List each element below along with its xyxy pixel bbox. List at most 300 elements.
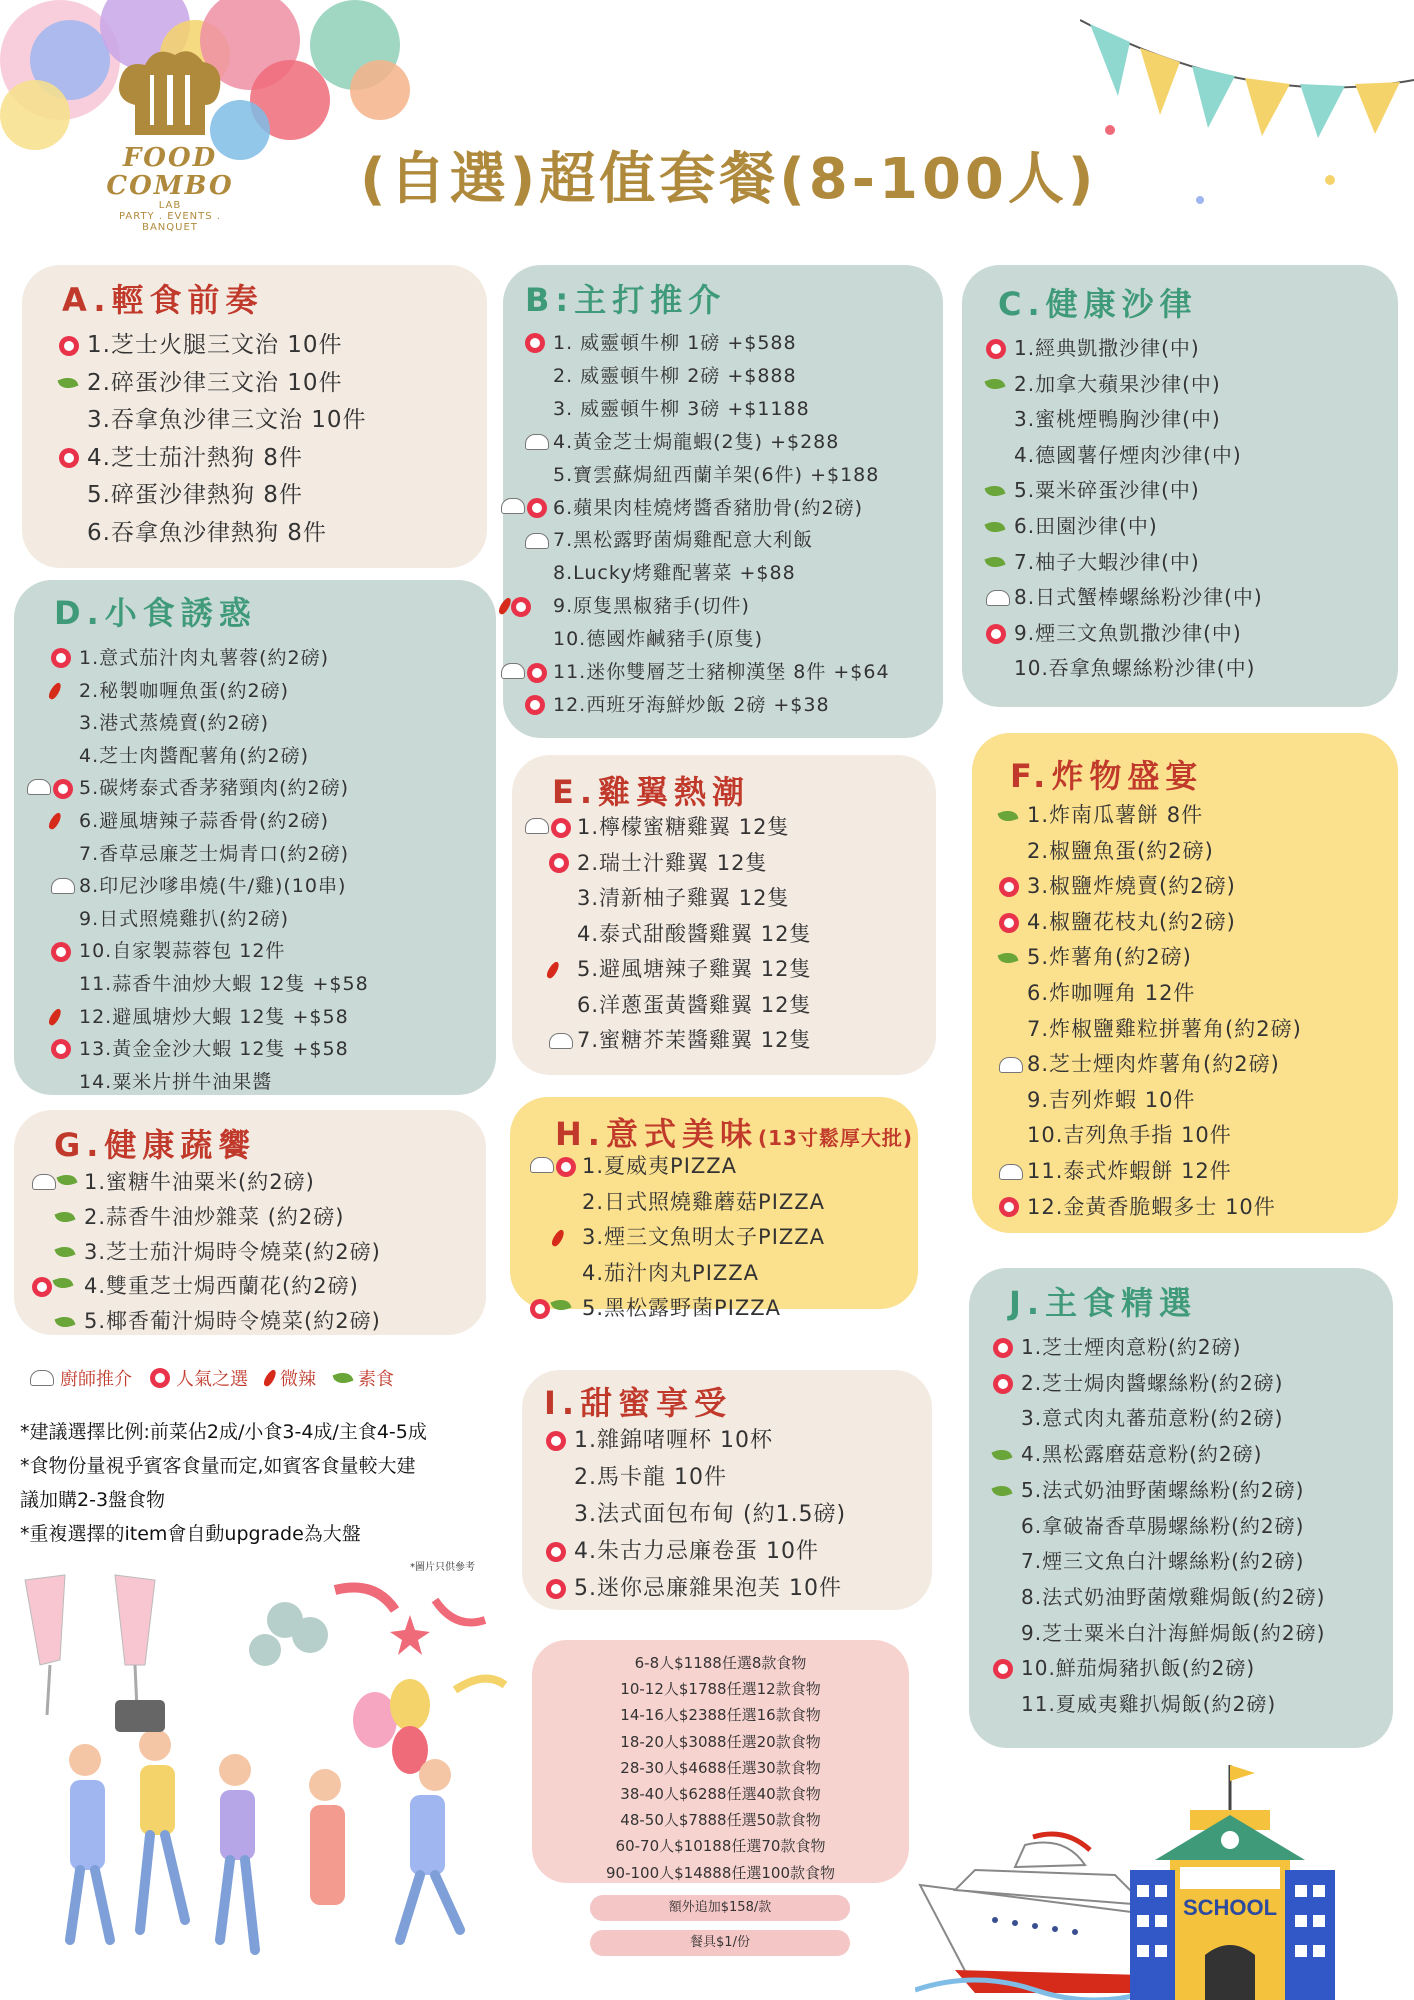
- menu-item-label: 3.法式面包布甸 (約1.5磅): [574, 1502, 847, 1527]
- menu-item-icons: [525, 333, 545, 353]
- heart-icon: [51, 1039, 71, 1059]
- menu-item: [79, 1066, 369, 1099]
- menu-item-label: 1.雜錦啫喱杯 10杯: [574, 1428, 773, 1453]
- menu-item: [1027, 976, 1302, 1012]
- price-item: 48-50人$7888任選50款食物: [620, 1811, 821, 1830]
- heart-icon: [993, 1374, 1013, 1394]
- menu-item-label: 8.法式奶油野菌燉雞焗飯(約2磅): [1021, 1584, 1326, 1609]
- heart-icon: [546, 1542, 566, 1562]
- chef-hat-icon: [525, 533, 549, 549]
- menu-item-label: 10.鮮茄焗豬扒飯(約2磅): [1021, 1656, 1256, 1681]
- menu-item: [1027, 1190, 1302, 1226]
- menu-item-label: 9.原隻黑椒豬手(切件): [553, 595, 750, 618]
- price-item: 90-100人$14888任選100款食物: [605, 1863, 836, 1882]
- leaf-icon: [984, 482, 1005, 499]
- section-e-title: E.雞翼熱潮: [552, 773, 751, 811]
- menu-item-icons: [993, 1485, 1011, 1497]
- chef-hat-logo-icon: [115, 50, 225, 140]
- menu-item: [1014, 616, 1263, 652]
- menu-item: [84, 1165, 381, 1200]
- menu-item: [582, 1149, 825, 1185]
- heart-icon: [546, 1579, 566, 1599]
- menu-item: [1014, 580, 1263, 616]
- menu-item: [582, 1291, 825, 1327]
- menu-item: [1021, 1437, 1325, 1473]
- note-line: *重複選擇的item會自動upgrade為大盤: [20, 1523, 361, 1545]
- price-list: [532, 1650, 909, 1886]
- menu-item-label: 8.印尼沙嗲串燒(牛/雞)(10串): [79, 875, 347, 898]
- menu-item: [1027, 834, 1302, 870]
- menu-item-label: 6.田園沙律(中): [1014, 513, 1158, 538]
- leaf-icon: [984, 518, 1005, 535]
- menu-item: [582, 1256, 825, 1292]
- menu-item-label: 2.加拿大蘋果沙律(中): [1014, 371, 1221, 396]
- menu-item-icons: [986, 378, 1004, 390]
- menu-item-label: 4.德國薯仔煙肉沙律(中): [1014, 442, 1242, 467]
- menu-item-label: 8.Lucky烤雞配薯菜 +$88: [553, 562, 796, 585]
- menu-item-icons: [986, 556, 1004, 568]
- menu-item-icons: [27, 779, 73, 799]
- menu-item-label: 7.煙三文魚白汁螺絲粉(約2磅): [1021, 1549, 1305, 1574]
- menu-item: [1014, 402, 1263, 438]
- price-item: 38-40人$6288任選40款食物: [620, 1785, 821, 1804]
- menu-item-label: 4.黑松露磨菇意粉(約2磅): [1021, 1442, 1263, 1467]
- menu-item-icons: [501, 663, 547, 683]
- menu-item: [87, 327, 367, 365]
- leaf-icon: [550, 1296, 571, 1313]
- menu-item-label: 2.蒜香牛油炒雜菜 (約2磅): [84, 1204, 345, 1229]
- menu-item: [79, 968, 369, 1001]
- menu-item-icons: [986, 485, 1004, 497]
- leaf-icon: [997, 807, 1018, 824]
- notes: [20, 1415, 490, 1551]
- heart-icon: [511, 597, 531, 617]
- price-item: 6-8人$1188任選8款食物: [634, 1654, 807, 1672]
- menu-item-label: 5.黑松露野菌PIZZA: [582, 1296, 782, 1320]
- menu-item-label: 5.迷你忌廉雜果泡芙 10件: [574, 1576, 842, 1601]
- price-item: 60-70人$10188任選70款食物: [615, 1837, 826, 1856]
- menu-item: [1027, 1047, 1302, 1083]
- menu-item: [1021, 1366, 1325, 1402]
- menu-item-icons: [546, 1579, 566, 1599]
- menu-item-label: 4.泰式甜酸醬雞翼 12隻: [577, 921, 812, 946]
- menu-item: [553, 590, 890, 623]
- section-b: [503, 265, 943, 738]
- section-h-subtitle: (13寸鬆厚大批): [757, 1126, 914, 1150]
- section-d: [14, 580, 496, 1095]
- chef-hat-icon: [530, 1157, 554, 1173]
- heart-icon: [546, 1431, 566, 1451]
- section-d-title: D.小食誘惑: [54, 594, 257, 632]
- menu-item-icons: [993, 1449, 1011, 1461]
- menu-item-icons: [986, 339, 1006, 359]
- section-i-title: I.甜蜜享受: [544, 1384, 733, 1422]
- menu-item: [553, 689, 890, 722]
- menu-item-icons: [56, 1211, 74, 1223]
- menu-item-icons: [530, 1157, 576, 1177]
- section-j-title: J.主食精選: [1009, 1284, 1198, 1322]
- menu-item-label: 9.吉列炸蝦 10件: [1027, 1087, 1196, 1112]
- menu-item-icons: [51, 1008, 59, 1026]
- heart-icon: [551, 818, 571, 838]
- menu-item: [87, 440, 367, 478]
- leaf-icon: [991, 1446, 1012, 1463]
- logo: [95, 50, 245, 233]
- section-c: [962, 265, 1398, 707]
- menu-item: [577, 988, 811, 1024]
- menu-item-icons: [549, 961, 557, 979]
- menu-item-label: 3.煙三文魚明太子PIZZA: [582, 1225, 826, 1249]
- heart-icon: [150, 1368, 170, 1388]
- menu-item: [1021, 1330, 1325, 1366]
- chef-hat-icon: [51, 878, 75, 894]
- menu-item-icons: [51, 682, 59, 700]
- menu-item-icons: [525, 434, 549, 450]
- menu-item-label: 12.西班牙海鮮炒飯 2磅 +$38: [553, 693, 830, 716]
- legend-chef: 廚師推介: [60, 1369, 132, 1390]
- logo-tagline: PARTY . EVENTS . BANQUET: [119, 211, 221, 233]
- menu-item-icons: [554, 1229, 562, 1247]
- menu-item: [1027, 1154, 1302, 1190]
- section-j-list: [1021, 1330, 1325, 1723]
- menu-item: [582, 1220, 825, 1256]
- menu-item-label: 2.碎蛋沙律三文治 10件: [87, 369, 343, 396]
- section-g-title: G.健康蔬饗: [54, 1126, 257, 1164]
- menu-item-icons: [549, 1033, 573, 1049]
- menu-item-label: 14.粟米片拼牛油果醬: [79, 1070, 273, 1093]
- section-i-list: [574, 1422, 846, 1607]
- menu-item: [1014, 545, 1263, 581]
- menu-item-label: 2.椒鹽魚蛋(約2磅): [1027, 838, 1214, 863]
- menu-item-label: 6.避風塘辣子蒜香骨(約2磅): [79, 809, 330, 832]
- menu-item-label: 12.避風塘炒大蝦 12隻 +$58: [79, 1005, 349, 1028]
- menu-item: [84, 1235, 381, 1270]
- chef-hat-icon: [525, 818, 549, 834]
- menu-item-icons: [51, 942, 71, 962]
- tableware-price: 餐具$1/份: [590, 1930, 850, 1956]
- menu-item: [1014, 331, 1263, 367]
- menu-item: [87, 477, 367, 515]
- menu-item-label: 3.椒鹽炸燒賣(約2磅): [1027, 874, 1236, 899]
- menu-item-label: 1. 威靈頓牛柳 1磅 +$588: [553, 332, 797, 354]
- menu-item-label: 2.馬卡龍 10件: [574, 1465, 727, 1490]
- menu-item: [574, 1533, 846, 1570]
- menu-item: [79, 1001, 369, 1034]
- section-b-list: [553, 327, 890, 722]
- menu-item: [87, 365, 367, 403]
- ship-school-illustration: [915, 1755, 1414, 2000]
- section-g: [14, 1110, 486, 1335]
- menu-item: [79, 675, 369, 708]
- section-a-title: A.輕食前奏: [62, 281, 264, 319]
- chili-icon: [47, 1007, 63, 1027]
- menu-item-label: 5.碎蛋沙律熱狗 8件: [87, 482, 303, 508]
- menu-item-label: 4.茄汁肉丸PIZZA: [582, 1260, 760, 1285]
- menu-item: [582, 1185, 825, 1221]
- menu-item-label: 6.蘋果肉桂燒烤醬香豬肋骨(約2磅): [553, 496, 864, 519]
- leaf-icon: [54, 1313, 75, 1330]
- school-sign: SCHOOL: [1182, 1895, 1278, 1920]
- menu-item-icons: [501, 597, 531, 617]
- section-c-list: [1014, 331, 1263, 687]
- heart-icon: [51, 648, 71, 668]
- menu-item: [553, 426, 890, 459]
- heart-icon: [993, 1659, 1013, 1679]
- menu-item-icons: [999, 1197, 1019, 1217]
- legend-popular: 人氣之選: [176, 1369, 248, 1390]
- menu-item-icons: [525, 695, 545, 715]
- price-item: 18-20人$3088任選20款食物: [620, 1732, 821, 1751]
- menu-item: [79, 870, 369, 903]
- section-a: [22, 265, 487, 568]
- menu-item-icons: [32, 1174, 76, 1190]
- menu-item: [1021, 1401, 1325, 1437]
- menu-item: [574, 1422, 846, 1459]
- section-a-list: [87, 327, 367, 552]
- menu-item: [577, 952, 811, 988]
- menu-item: [79, 838, 369, 871]
- menu-item: [1021, 1580, 1325, 1616]
- menu-item-label: 1.夏威夷PIZZA: [582, 1154, 738, 1178]
- menu-item-label: 7.黑松露野菌焗雞配意大利飯: [553, 529, 814, 552]
- section-e-list: [577, 810, 811, 1059]
- menu-item: [79, 740, 369, 773]
- menu-item-label: 4.黃金芝士焗龍蝦(2隻) +$288: [553, 430, 840, 453]
- leaf-icon: [52, 1274, 73, 1291]
- menu-item: [1021, 1616, 1325, 1652]
- menu-item-label: 3.芝士茄汁焗時令燒菜(約2磅): [84, 1239, 381, 1264]
- section-h-list: [582, 1149, 825, 1327]
- menu-item-label: 5.碳烤泰式香茅豬頸肉(約2磅): [79, 777, 350, 800]
- menu-item-label: 11.泰式炸蝦餅 12件: [1027, 1158, 1232, 1183]
- menu-item: [1027, 1118, 1302, 1154]
- leaf-icon: [997, 949, 1018, 966]
- heart-icon: [549, 853, 569, 873]
- menu-item-icons: [993, 1659, 1013, 1679]
- menu-item-label: 3.意式肉丸蕃茄意粉(約2磅): [1021, 1406, 1284, 1431]
- menu-item: [84, 1200, 381, 1235]
- image-disclaimer: *圖片只供參考: [410, 1562, 475, 1573]
- menu-item-label: 8.芝士煙肉炸薯角(約2磅): [1027, 1052, 1280, 1077]
- menu-item-label: 5.粟米碎蛋沙律(中): [1014, 478, 1200, 503]
- price-item: 10-12人$1788任選12款食物: [620, 1680, 821, 1699]
- menu-item: [574, 1570, 846, 1607]
- menu-item: [577, 1023, 811, 1059]
- page-title: (自選)超值套餐(8-100人): [360, 147, 1098, 212]
- menu-item-icons: [501, 498, 547, 518]
- section-e: [512, 755, 936, 1075]
- section-f-list: [1027, 798, 1302, 1225]
- menu-item-label: 6.洋蔥蛋黃醬雞翼 12隻: [577, 992, 812, 1017]
- menu-item: [84, 1304, 381, 1339]
- menu-item-icons: [993, 1374, 1013, 1394]
- heart-icon: [525, 333, 545, 353]
- leaf-icon: [332, 1369, 353, 1386]
- menu-item-icons: [999, 877, 1019, 897]
- menu-item-label: 10.吞拿魚螺絲粉沙律(中): [1014, 656, 1256, 681]
- menu-item-label: 12.金黃香脆蝦多士 10件: [1027, 1194, 1276, 1219]
- menu-item-label: 4.雙重芝士焗西蘭花(約2磅): [84, 1274, 359, 1299]
- menu-item: [553, 557, 890, 590]
- leaf-icon: [54, 1208, 75, 1225]
- menu-item-icons: [546, 1431, 566, 1451]
- menu-item-label: 7.蜜糖芥茉醬雞翼 12隻: [577, 1028, 812, 1052]
- section-f-title: F.炸物盛宴: [1010, 757, 1204, 795]
- leaf-icon: [984, 554, 1005, 571]
- menu-item: [553, 393, 890, 426]
- menu-item-label: 2.芝士焗肉醬螺絲粉(約2磅): [1021, 1370, 1284, 1395]
- menu-item: [79, 903, 369, 936]
- menu-item-icons: [530, 1299, 570, 1319]
- menu-item-icons: [546, 1542, 566, 1562]
- section-h: [510, 1097, 918, 1320]
- menu-item-label: 9.芝士粟米白汁海鮮焗飯(約2磅): [1021, 1620, 1326, 1645]
- menu-item-label: 11.迷你雙層芝士豬柳漢堡 8件 +$64: [553, 661, 890, 684]
- menu-item: [574, 1496, 846, 1533]
- menu-item-icons: [51, 1039, 71, 1059]
- menu-item: [577, 917, 811, 953]
- menu-item-label: 5.炸薯角(約2磅): [1027, 945, 1192, 970]
- menu-item: [553, 459, 890, 492]
- menu-item-label: 6.拿破崙香草腸螺絲粉(約2磅): [1021, 1513, 1305, 1538]
- menu-item: [1027, 1012, 1302, 1048]
- menu-item-label: 1.經典凱撒沙律(中): [1014, 336, 1200, 360]
- bunting-decoration: [1080, 0, 1414, 220]
- heart-icon: [986, 624, 1006, 644]
- heart-icon: [527, 498, 547, 518]
- menu-item-icons: [32, 1277, 72, 1297]
- menu-item-label: 1.蜜糖牛油粟米(約2磅): [84, 1170, 315, 1194]
- menu-item-icons: [51, 812, 59, 830]
- menu-item: [577, 846, 811, 882]
- menu-item-icons: [986, 624, 1006, 644]
- menu-item-label: 7.柚子大蝦沙律(中): [1014, 549, 1200, 574]
- menu-item-icons: [59, 448, 79, 468]
- menu-item: [1014, 509, 1263, 545]
- menu-item-label: 7.香草忌廉芝士焗青口(約2磅): [79, 842, 350, 865]
- menu-item-label: 4.芝士茄汁熱狗 8件: [87, 444, 303, 471]
- logo-word-food: FOOD: [122, 143, 218, 173]
- menu-item-label: 1.意式茄汁肉丸薯蓉(約2磅): [79, 647, 330, 669]
- menu-item-icons: [999, 952, 1017, 964]
- menu-item-label: 7.炸椒鹽雞粒拼薯角(約2磅): [1027, 1016, 1302, 1041]
- section-i: [522, 1370, 932, 1610]
- menu-item-icons: [999, 1164, 1023, 1180]
- menu-item: [1027, 798, 1302, 834]
- menu-item-label: 2.瑞士汁雞翼 12隻: [577, 850, 768, 875]
- menu-item: [87, 402, 367, 440]
- menu-item: [79, 1033, 369, 1066]
- menu-item-icons: [51, 878, 75, 894]
- menu-item-label: 13.黃金金沙大蝦 12隻 +$58: [79, 1038, 349, 1061]
- menu-item: [553, 327, 890, 360]
- menu-item: [1027, 940, 1302, 976]
- heart-icon: [525, 695, 545, 715]
- menu-item-icons: [999, 810, 1017, 822]
- chef-hat-icon: [986, 590, 1010, 606]
- menu-item-label: 4.芝士肉醬配薯角(約2磅): [79, 744, 310, 767]
- heart-icon: [53, 779, 73, 799]
- menu-item: [1021, 1544, 1325, 1580]
- menu-item-label: 3. 威靈頓牛柳 3磅 +$1188: [553, 397, 810, 420]
- menu-item: [1014, 651, 1263, 687]
- menu-item: [553, 360, 890, 393]
- menu-item-label: 3.港式蒸燒賣(約2磅): [79, 712, 270, 735]
- menu-item-icons: [993, 1338, 1013, 1358]
- chef-hat-icon: [501, 498, 525, 514]
- price-panel: [532, 1640, 909, 1883]
- chef-hat-icon: [999, 1164, 1023, 1180]
- menu-item-label: 6.炸咖喱角 12件: [1027, 980, 1196, 1005]
- section-h-title-text: H.意式美味: [555, 1115, 758, 1153]
- menu-item: [1021, 1473, 1325, 1509]
- note-line: *建議選擇比例:前菜佔2成/小食3-4成/主食4-5成: [20, 1421, 427, 1443]
- heart-icon: [530, 1299, 550, 1319]
- menu-item: [1021, 1687, 1325, 1723]
- menu-item-label: 2.秘製咖喱魚蛋(約2磅): [79, 679, 290, 702]
- heart-icon: [999, 1197, 1019, 1217]
- menu-item-label: 4.椒鹽花枝丸(約2磅): [1027, 909, 1236, 934]
- menu-item-icons: [999, 1057, 1023, 1073]
- menu-item-icons: [56, 1316, 74, 1328]
- menu-item-label: 5.椰香葡汁焗時令燒菜(約2磅): [84, 1309, 381, 1334]
- menu-item-label: 5.避風塘辣子雞翼 12隻: [577, 957, 812, 981]
- price-item: 28-30人$4688任選30款食物: [620, 1758, 821, 1777]
- menu-item-label: 1.檸檬蜜糖雞翼 12隻: [577, 815, 790, 839]
- note-line: *食物份量視乎賓客食量而定,如賓客食量較大建: [20, 1455, 416, 1477]
- menu-item-label: 3.清新柚子雞翼 12隻: [577, 886, 790, 910]
- chili-icon: [545, 960, 561, 980]
- leaf-icon: [54, 1243, 75, 1260]
- leaf-icon: [56, 1172, 77, 1189]
- menu-item-label: 11.蒜香牛油炒大蝦 12隻 +$58: [79, 972, 369, 995]
- menu-item: [1014, 367, 1263, 403]
- heart-icon: [999, 913, 1019, 933]
- menu-item: [553, 623, 890, 656]
- heart-icon: [556, 1157, 576, 1177]
- chef-hat-icon: [999, 1057, 1023, 1073]
- menu-item: [79, 707, 369, 740]
- heart-icon: [59, 336, 79, 356]
- chef-hat-icon: [501, 663, 525, 679]
- menu-item-icons: [999, 913, 1019, 933]
- menu-item-label: 9.煙三文魚凱撒沙律(中): [1014, 620, 1242, 645]
- section-b-title: B:主打推介: [525, 281, 727, 319]
- menu-item-icons: [59, 336, 79, 356]
- section-d-list: [79, 642, 369, 1098]
- leaf-icon: [991, 1482, 1012, 1499]
- menu-item: [553, 492, 890, 525]
- menu-item-label: 10.自家製蒜蓉包 12件: [79, 940, 286, 963]
- note-line: 議加購2-3盤食物: [20, 1489, 166, 1511]
- chili-icon: [47, 681, 63, 701]
- menu-item-icons: [59, 377, 77, 389]
- menu-item-label: 5.法式奶油野菌螺絲粉(約2磅): [1021, 1477, 1305, 1502]
- party-illustration: [15, 1570, 535, 1990]
- menu-item: [1021, 1509, 1325, 1545]
- menu-item-label: 9.日式照燒雞扒(約2磅): [79, 907, 290, 930]
- chef-hat-icon: [32, 1174, 56, 1190]
- icon-legend: [30, 1365, 394, 1391]
- heart-icon: [59, 448, 79, 468]
- menu-item: [87, 515, 367, 553]
- chili-icon: [262, 1368, 278, 1388]
- menu-item: [553, 524, 890, 557]
- chef-hat-icon: [525, 434, 549, 450]
- menu-item: [577, 881, 811, 917]
- menu-item: [1014, 473, 1263, 509]
- legend-spicy: 微辣: [280, 1369, 316, 1390]
